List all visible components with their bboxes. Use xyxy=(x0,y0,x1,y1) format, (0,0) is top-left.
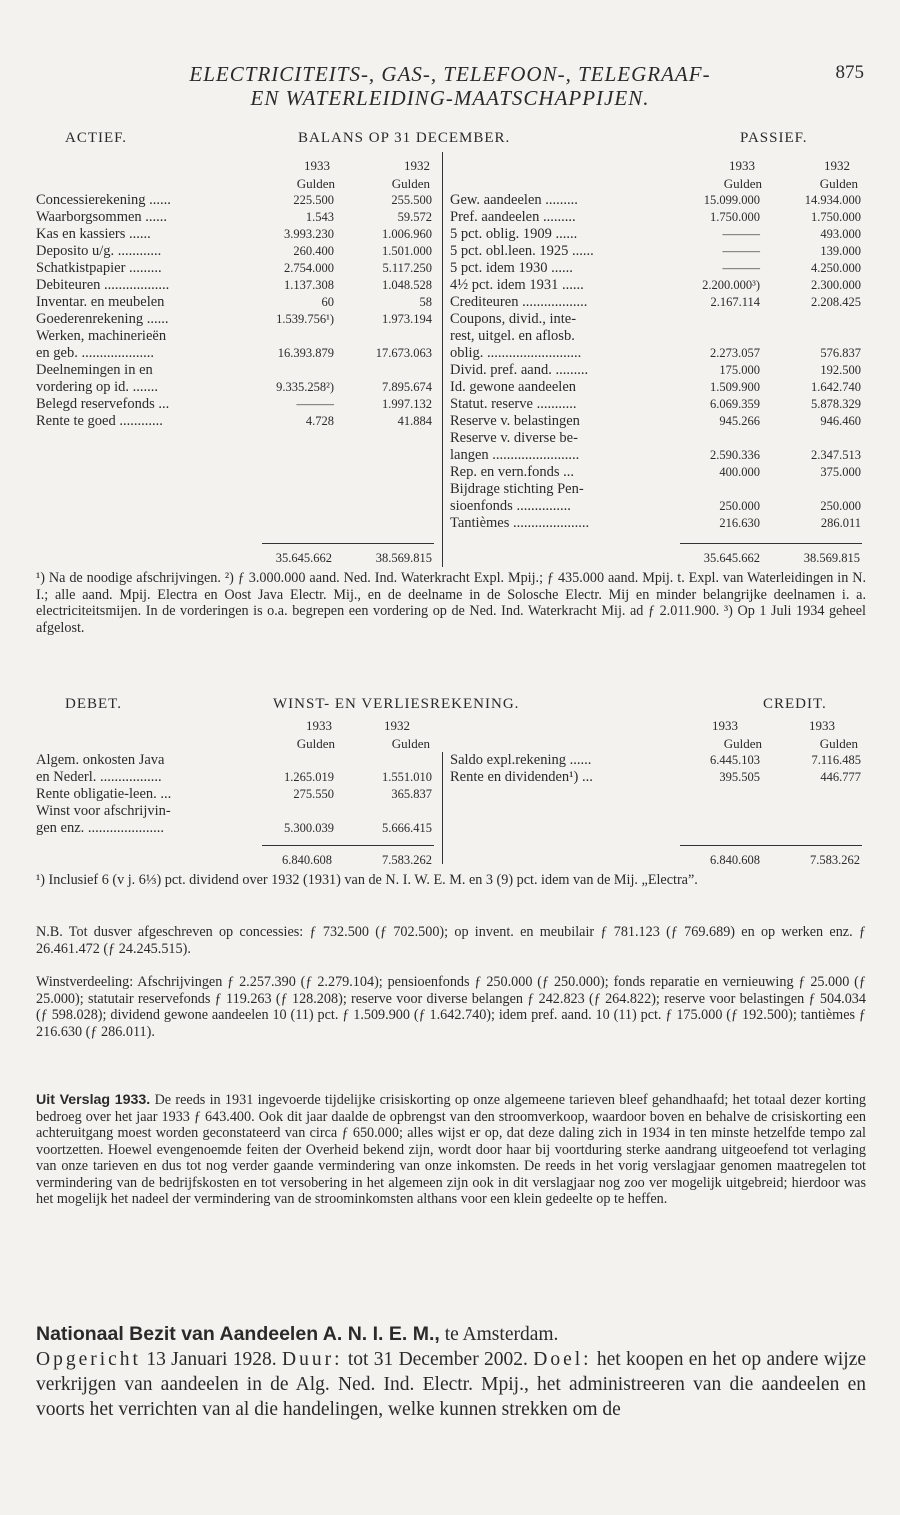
passief-row xyxy=(450,345,864,362)
actief-row-v1932: 41.884 xyxy=(397,414,432,428)
debet-row-label: Winst voor afschrijvin- xyxy=(36,803,171,819)
passief-row-label: Statut. reserve ........... xyxy=(450,396,577,412)
debet-unit-1933: Gulden xyxy=(296,736,335,751)
actief-row-label: Inventar. en meubelen xyxy=(36,294,165,310)
actief-row-label: Goederenrekening ...... xyxy=(36,311,169,327)
actief-row-v1933: 9.335.258²) xyxy=(276,380,334,394)
debet-row-label: en Nederl. ................. xyxy=(36,769,162,785)
actief-row xyxy=(36,328,434,345)
actief-row-v1932: 59.572 xyxy=(397,210,432,224)
passief-row xyxy=(450,515,864,532)
debet-row-v1932: 1.551.010 xyxy=(382,770,432,784)
debet-row-v1933: 275.550 xyxy=(293,787,334,801)
passief-row-label: Gew. aandeelen ......... xyxy=(450,192,578,208)
passief-row-v1932: 1.750.000 xyxy=(811,210,861,224)
passief-row-v1932: 5.878.329 xyxy=(811,397,861,411)
passief-row-v1932: 14.934.000 xyxy=(804,193,861,207)
passief-row-v1932: 286.011 xyxy=(820,516,861,530)
actief-row xyxy=(36,294,434,311)
passief-row-v1933: 6.069.359 xyxy=(710,397,760,411)
passief-row-label: Pref. aandeelen ......... xyxy=(450,209,576,225)
passief-row xyxy=(450,413,864,430)
actief-row-v1932: 1.997.132 xyxy=(382,397,432,411)
passief-row xyxy=(450,362,864,379)
actief-unit-1933: Gulden xyxy=(296,176,335,191)
debet-total-1933: 6.840.608 xyxy=(282,853,332,867)
credit-row-label: Rente en dividenden¹) ... xyxy=(450,769,593,785)
actief-row-v1932: 255.500 xyxy=(391,193,432,207)
debet-table xyxy=(36,752,434,837)
actief-row xyxy=(36,345,434,362)
passief-row-v1933: 945.266 xyxy=(719,414,760,428)
passief-row-label: 5 pct. idem 1930 ...... xyxy=(450,260,573,276)
credit-row-v1932: 7.116.485 xyxy=(811,753,861,767)
opgericht-value: 13 Januari 1928. xyxy=(140,1349,282,1370)
actief-row xyxy=(36,226,434,243)
actief-total-rule xyxy=(262,543,434,544)
actief-row xyxy=(36,277,434,294)
actief-row xyxy=(36,362,434,379)
passief-row-v1933: 216.630 xyxy=(719,516,760,530)
balans-footnotes-text: ¹) Na de noodige afschrijvingen. ²) ƒ 3.000.000 aand. Ned. Ind. Waterkracht Expl. Mpij.; ƒ 435.000 aand. Mpij. t. Expl. van Waterleidingen in N. I.; alle aand. Mpij. Electra en Oost Java Electr. Mij., en de deelname in de Solosche Electr. Mij en minder belangrijke deelnamen i. a. electriciteitsmijen. In de vorderingen is o.a. begrepen een vordering op de Ned. Ind. Waterkracht Mij. ad ƒ 2.011.900. ³) Op 1 Juli 1934 geheel afgelost. xyxy=(36,570,866,636)
passief-row-v1933: ——— xyxy=(722,261,760,275)
passief-row-v1932: 2.347.513 xyxy=(811,448,861,462)
actief-row-v1932: 58 xyxy=(419,295,432,309)
passief-row-v1933: 1.509.900 xyxy=(710,380,760,394)
actief-row-label: Debiteuren .................. xyxy=(36,277,170,293)
passief-row xyxy=(450,192,864,209)
actief-row-v1933: 1.543 xyxy=(305,210,334,224)
passief-total-1933: 35.645.662 xyxy=(703,551,760,565)
passief-row-label: Divid. pref. aand. ......... xyxy=(450,362,589,378)
wv-divider xyxy=(442,752,443,864)
passief-row-v1932: 946.460 xyxy=(820,414,861,428)
passief-row xyxy=(450,498,864,515)
passief-row-label: 5 pct. oblig. 1909 ...... xyxy=(450,226,578,242)
passief-row-v1932: 576.837 xyxy=(820,346,861,360)
actief-row xyxy=(36,192,434,209)
actief-row-v1933: 260.400 xyxy=(293,244,334,258)
passief-row xyxy=(450,464,864,481)
passief-row-label: oblig. .......................... xyxy=(450,345,582,361)
actief-row-label: Kas en kassiers ...... xyxy=(36,226,151,242)
balans-heading: BALANS OP 31 DECEMBER. xyxy=(298,130,511,146)
actief-row xyxy=(36,311,434,328)
actief-row-v1932: 5.117.250 xyxy=(382,261,432,275)
debet-row xyxy=(36,820,434,837)
actief-row-v1933: 2.754.000 xyxy=(284,261,334,275)
page-number: 875 xyxy=(835,62,864,83)
passief-row-label: rest, uitgel. en aflosb. xyxy=(450,328,575,344)
passief-row-v1932: 1.642.740 xyxy=(811,380,861,394)
debet-total-1932: 7.583.262 xyxy=(382,853,432,867)
verslag-paragraph xyxy=(36,1092,866,1208)
debet-year-1932: 1932 xyxy=(384,718,410,733)
passief-row xyxy=(450,277,864,294)
credit-row-label: Saldo expl.rekening ...... xyxy=(450,752,592,768)
verslag-title: Uit Verslag 1933. xyxy=(36,1092,151,1108)
actief-table xyxy=(36,192,434,430)
actief-row-label: vordering op id. ....... xyxy=(36,379,159,395)
credit-total-b: 7.583.262 xyxy=(810,853,860,867)
actief-heading: ACTIEF. xyxy=(65,130,128,146)
passief-row-label: 4½ pct. idem 1931 ...... xyxy=(450,277,584,293)
balans-divider xyxy=(442,152,443,567)
passief-row-v1932: 2.208.425 xyxy=(811,295,861,309)
nationaal-title: Nationaal Bezit van Aandeelen A. N. I. E. M., xyxy=(36,1323,440,1345)
winstverdeeling-paragraph xyxy=(36,974,866,1040)
passief-heading: PASSIEF. xyxy=(740,130,808,146)
passief-row xyxy=(450,379,864,396)
passief-row-label: Reserve v. diverse be- xyxy=(450,430,578,446)
passief-row-v1933: ——— xyxy=(722,244,760,258)
debet-row-label: Rente obligatie-leen. ... xyxy=(36,786,172,802)
doel-label: Doel: xyxy=(533,1349,592,1370)
credit-row xyxy=(450,752,864,769)
nb-paragraph xyxy=(36,924,866,957)
credit-year-a: 1933 xyxy=(712,718,738,733)
actief-row-label: Rente te goed ............ xyxy=(36,413,163,429)
actief-row-v1932: 17.673.063 xyxy=(375,346,432,360)
actief-total-1932: 38.569.815 xyxy=(375,551,432,565)
winstverdeeling-text: Winstverdeeling: Afschrijvingen ƒ 2.257.390 (ƒ 2.279.104); pensioenfonds ƒ 250.000 (ƒ 250.000); fonds reparatie en vernieuwing ƒ 25.000 (ƒ 25.000); statutair reservefonds ƒ 119.263 (ƒ 128.208); reserve voor diverse belangen ƒ 242.823 (ƒ 264.822); reserve voor belastingen ƒ 504.034 (ƒ 598.028); dividend gewone aandeelen 10 (11) pct. ƒ 1.509.900 (ƒ 1.642.740); idem pref. aand. 10 (11) pct. ƒ 175.000 (ƒ 192.500); tantièmes ƒ 216.630 (ƒ 286.011). xyxy=(36,974,866,1040)
passief-row xyxy=(450,260,864,277)
passief-row-v1933: 2.273.057 xyxy=(710,346,760,360)
passief-row-v1932: 139.000 xyxy=(820,244,861,258)
wv-footnote-text: ¹) Inclusief 6 (v j. 6⅓) pct. dividend over 1932 (1931) van de N. I. W. E. M. en 3 (9) pct. idem van de Mij. „Electra”. xyxy=(36,872,698,888)
passief-row-label: langen ........................ xyxy=(450,447,580,463)
actief-row-v1932: 1.501.000 xyxy=(382,244,432,258)
opgericht-label: Opgericht xyxy=(36,1349,141,1370)
actief-row-v1933: 60 xyxy=(321,295,334,309)
passief-row-label: Bijdrage stichting Pen- xyxy=(450,481,584,497)
actief-row-v1932: 1.973.194 xyxy=(382,312,432,326)
credit-table xyxy=(450,752,864,786)
passief-row xyxy=(450,396,864,413)
credit-total-rule xyxy=(680,845,862,846)
debet-row xyxy=(36,786,434,803)
actief-row-label: Concessierekening ...... xyxy=(36,192,171,208)
actief-year-1933: 1933 xyxy=(304,158,330,173)
actief-year-1932: 1932 xyxy=(404,158,430,173)
actief-row xyxy=(36,260,434,277)
passief-year-1932: 1932 xyxy=(824,158,850,173)
passief-row-v1933: 250.000 xyxy=(719,499,760,513)
passief-row xyxy=(450,226,864,243)
credit-row-v1932: 446.777 xyxy=(820,770,861,784)
nb-text: N.B. Tot dusver afgeschreven op concessies: ƒ 732.500 (ƒ 702.500); op invent. en meubilair ƒ 781.123 (ƒ 769.689) en op werken enz. ƒ 26.461.472 (ƒ 24.245.515). xyxy=(36,924,866,957)
actief-row-v1933: 1.137.308 xyxy=(284,278,334,292)
passief-row-label: Crediteuren .................. xyxy=(450,294,588,310)
wv-footnote xyxy=(36,872,866,889)
debet-row xyxy=(36,752,434,769)
passief-row-label: Coupons, divid., inte- xyxy=(450,311,577,327)
passief-row xyxy=(450,430,864,447)
actief-row xyxy=(36,379,434,396)
actief-unit-1932: Gulden xyxy=(391,176,430,191)
passief-row-v1932: 375.000 xyxy=(820,465,861,479)
credit-unit-b: Gulden xyxy=(819,736,858,751)
debet-total-rule xyxy=(262,845,434,846)
doel-value: het koopen en het op andere wijze verkrijgen van aandeelen in de Alg. Ned. Ind. Electr. Mpij., het administreeren van die aandeelen en voorts het verrichten van al die handelingen, welke kunnen strekken om de xyxy=(36,1349,867,1420)
actief-row-v1933: 3.993.230 xyxy=(284,227,334,241)
passief-row xyxy=(450,243,864,260)
passief-row-label: 5 pct. obl.leen. 1925 ...... xyxy=(450,243,594,259)
actief-row-v1933: 1.539.756¹) xyxy=(276,312,334,326)
actief-row-label: en geb. .................... xyxy=(36,345,154,361)
passief-row xyxy=(450,447,864,464)
passief-row-label: Rep. en vern.fonds ... xyxy=(450,464,575,480)
passief-row-label: sioenfonds ............... xyxy=(450,498,571,514)
passief-total-1932: 38.569.815 xyxy=(803,551,860,565)
passief-row-label: Id. gewone aandeelen xyxy=(450,379,577,395)
passief-row-label: Tantièmes ..................... xyxy=(450,515,590,531)
debet-row-v1932: 5.666.415 xyxy=(382,821,432,835)
actief-row-v1932: 1.048.528 xyxy=(382,278,432,292)
actief-row-label: Waarborgsommen ...... xyxy=(36,209,168,225)
actief-row-v1932: 1.006.960 xyxy=(382,227,432,241)
credit-total-a: 6.840.608 xyxy=(710,853,760,867)
credit-row-v1933: 6.445.103 xyxy=(710,753,760,767)
credit-row-v1933: 395.505 xyxy=(719,770,760,784)
debet-row-v1933: 1.265.019 xyxy=(284,770,334,784)
actief-row-label: Deelnemingen in en xyxy=(36,362,153,378)
passief-row xyxy=(450,481,864,498)
debet-unit-1932: Gulden xyxy=(391,736,430,751)
verslag-text: De reeds in 1931 ingevoerde tijdelijke crisiskorting op onze algemeene tarieven bleef gehandhaafd; het totaal dezer korting bedroeg over het jaar 1933 ƒ 643.400. Ook dit jaar daalde de opbrengst van den stroomverkoop, waardoor boven en behalve de crisiskorting een achteruitgang moest worden geconstateerd van circa ƒ 650.000; alles wijst er op, dat deze daling zich in 1934 in ten minste hetzelfde tempo zal voortzetten. Hoewel evengenoemde feiten der Overheid bekend zijn, wordt door haar bij voortduring sterke aandrang uitgeoefend tot verlaging van onze tarieven en dus tot nog verder gaande vermindering van onze inkomsten. De reeds in het vorig verslagjaar genomen maatregelen tot vermindering van de bedrijfskosten en tot versobering in het algemeen zijn ook in dit verslagjaar nog zoo ver mogelijk uitgebreid; hierdoor was het mogelijk het nadeel der vermindering van de stroominkomsten althans voor een klein gedeelte op te heffen. xyxy=(36,1092,867,1207)
passief-year-1933: 1933 xyxy=(729,158,755,173)
credit-unit-a: Gulden xyxy=(723,736,762,751)
passief-table xyxy=(450,192,864,532)
passief-row xyxy=(450,311,864,328)
duur-label: Duur: xyxy=(282,1349,343,1370)
actief-row-label: Belegd reservefonds ... xyxy=(36,396,170,412)
debet-row xyxy=(36,769,434,786)
credit-row xyxy=(450,769,864,786)
passief-unit-1932: Gulden xyxy=(819,176,858,191)
actief-row-label: Werken, machinerieën xyxy=(36,328,167,344)
passief-row xyxy=(450,294,864,311)
debet-row xyxy=(36,803,434,820)
actief-row-v1933: 16.393.879 xyxy=(277,346,334,360)
nationaal-paragraph xyxy=(36,1322,866,1422)
actief-row-v1932: 7.895.674 xyxy=(382,380,432,394)
debet-row-label: gen enz. ..................... xyxy=(36,820,165,836)
balans-footnotes xyxy=(36,570,866,636)
running-header-line2: EN WATERLEIDING-MAATSCHAPPIJEN. xyxy=(250,86,650,110)
wv-heading: WINST- EN VERLIESREKENING. xyxy=(273,696,520,712)
actief-row xyxy=(36,396,434,413)
passief-row-v1933: 400.000 xyxy=(719,465,760,479)
passief-total-rule xyxy=(680,543,862,544)
actief-row-v1933: ——— xyxy=(296,397,334,411)
debet-row-label: Algem. onkosten Java xyxy=(36,752,165,768)
debet-heading: DEBET. xyxy=(65,696,122,712)
passief-unit-1933: Gulden xyxy=(723,176,762,191)
passief-row-v1932: 192.500 xyxy=(820,363,861,377)
passief-row-v1932: 250.000 xyxy=(820,499,861,513)
credit-heading: CREDIT. xyxy=(763,696,827,712)
actief-row-label: Schatkistpapier ......... xyxy=(36,260,162,276)
debet-year-1933: 1933 xyxy=(306,718,332,733)
debet-row-v1933: 5.300.039 xyxy=(284,821,334,835)
actief-row xyxy=(36,243,434,260)
passief-row-v1932: 2.300.000 xyxy=(811,278,861,292)
passief-row xyxy=(450,328,864,345)
passief-row xyxy=(450,209,864,226)
actief-row-v1933: 225.500 xyxy=(293,193,334,207)
actief-row xyxy=(36,209,434,226)
passief-row-v1933: 1.750.000 xyxy=(710,210,760,224)
actief-total-1933: 35.645.662 xyxy=(275,551,332,565)
passief-row-v1932: 4.250.000 xyxy=(811,261,861,275)
credit-year-b: 1933 xyxy=(809,718,835,733)
passief-row-v1933: 2.167.114 xyxy=(710,295,760,309)
actief-row-v1933: 4.728 xyxy=(305,414,334,428)
actief-row xyxy=(36,413,434,430)
nationaal-place: te Amsterdam. xyxy=(439,1324,559,1345)
passief-row-v1933: ——— xyxy=(722,227,760,241)
debet-row-v1932: 365.837 xyxy=(391,787,432,801)
passief-row-v1933: 2.590.336 xyxy=(710,448,760,462)
passief-row-v1933: 2.200.000³) xyxy=(702,278,760,292)
passief-row-label: Reserve v. belastingen xyxy=(450,413,580,429)
duur-value: tot 31 December 2002. xyxy=(342,1349,534,1370)
passief-row-v1932: 493.000 xyxy=(820,227,861,241)
running-header-line1: ELECTRICITEITS-, GAS-, TELEFOON-, TELEGRAAF- xyxy=(189,62,711,86)
actief-row-label: Deposito u/g. ............ xyxy=(36,243,162,259)
passief-row-v1933: 15.099.000 xyxy=(703,193,760,207)
passief-row-v1933: 175.000 xyxy=(719,363,760,377)
